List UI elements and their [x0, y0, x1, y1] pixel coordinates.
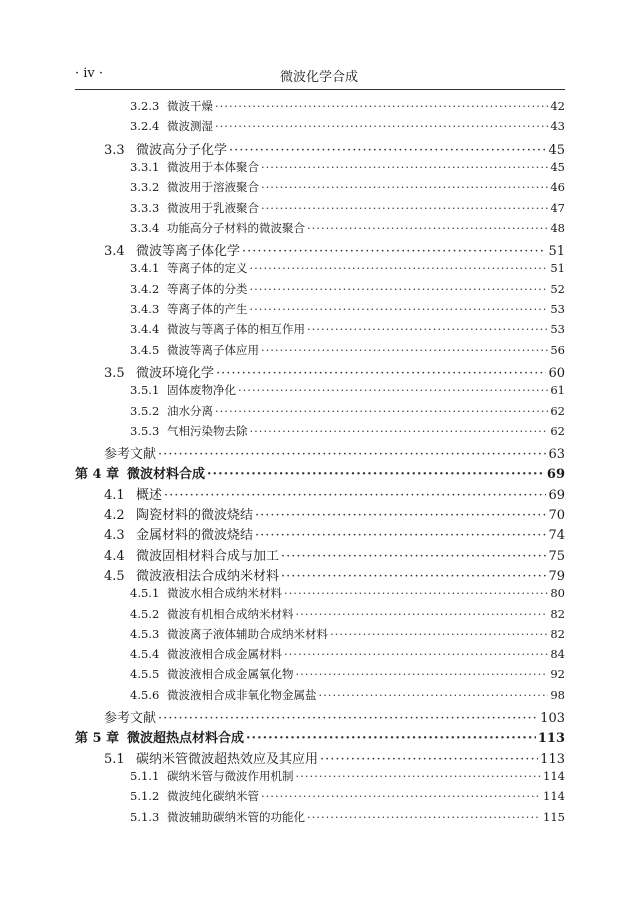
toc-entry[interactable]	[104, 443, 565, 463]
toc-entry-number: 5.1	[104, 751, 125, 767]
toc-entry[interactable]	[130, 809, 565, 829]
toc-entry-page: 51	[548, 244, 565, 260]
toc-entry-page: 82	[550, 606, 565, 621]
page-header	[0, 0, 638, 90]
toc-dot-leader	[215, 99, 548, 113]
toc-entry-number: 3.4.2	[130, 281, 160, 296]
toc-entry-title: 微波辅助碳纳米管的功能化	[167, 809, 305, 824]
toc-entry-page: 43	[550, 119, 565, 134]
toc-entry[interactable]	[130, 159, 565, 179]
toc-entry-number: 3.5	[104, 365, 125, 381]
toc-entry-page: 48	[550, 220, 565, 235]
toc-entry-number: 4.4	[104, 548, 125, 564]
toc-entry-title: 碳纳米管微波超热效应及其应用	[136, 751, 319, 767]
toc-dot-leader	[238, 383, 548, 397]
toc-entry[interactable]	[104, 504, 565, 524]
toc-entry-number: 3.3.3	[130, 200, 160, 215]
toc-entry-page: 46	[550, 180, 565, 195]
toc-entry-title: 等离子体的分类	[167, 281, 248, 296]
toc-entry-page: 113	[537, 731, 565, 747]
toc-entry[interactable]	[75, 463, 565, 483]
toc-dot-leader	[320, 752, 538, 767]
toc-dot-leader	[330, 627, 548, 641]
toc-entry-number: 3.3.4	[130, 220, 160, 235]
toc-entry-number: 3.4.5	[130, 342, 160, 357]
toc-entry-title: 概述	[136, 487, 163, 503]
toc-entry-title: 微波用于溶液聚合	[167, 180, 259, 195]
toc-dot-leader	[246, 731, 536, 746]
toc-entry[interactable]	[130, 666, 565, 686]
toc-entry-page: 53	[550, 322, 565, 337]
toc-entry-number: 3.3.2	[130, 180, 160, 195]
toc-entry[interactable]	[130, 687, 565, 707]
toc-entry-page: 75	[548, 548, 565, 564]
toc-entry-title: 等离子体的定义	[167, 261, 248, 276]
toc-entry[interactable]	[130, 423, 565, 443]
toc-entry-number: 5.1.1	[130, 768, 160, 783]
toc-entry-title: 参考文献	[104, 447, 157, 463]
toc-entry[interactable]	[130, 301, 565, 321]
toc-dot-leader	[215, 404, 548, 418]
toc-entry[interactable]	[130, 321, 565, 341]
toc-entry[interactable]	[104, 545, 565, 565]
toc-entry-title: 微波液相合成非氧化物金属盐	[167, 687, 317, 702]
toc-entry-title: 微波等离子体应用	[167, 342, 259, 357]
toc-entry[interactable]	[104, 524, 565, 544]
toc-entry-page: 52	[550, 281, 565, 296]
toc-entry-number: 3.4.4	[130, 322, 160, 337]
toc-dot-leader	[242, 244, 546, 259]
toc-entry[interactable]	[104, 240, 565, 260]
toc-entry-title: 微波用于本体聚合	[167, 159, 259, 174]
toc-entry-title: 微波等离子体化学	[136, 244, 241, 260]
toc-entry-title: 碳纳米管与微波作用机制	[167, 768, 294, 783]
toc-entry-page: 56	[550, 342, 565, 357]
toc-entry-number: 4.5.5	[130, 667, 160, 682]
toc-entry-number: 4.5	[104, 568, 125, 584]
toc-dot-leader	[284, 647, 548, 661]
toc-entry-title: 微波液相合成金属氧化物	[167, 667, 294, 682]
toc-dot-leader	[296, 607, 549, 621]
toc-entry-title: 陶瓷材料的微波烧结	[136, 508, 254, 523]
toc-entry-title: 固体废物净化	[167, 383, 236, 398]
toc-entry-page: 80	[550, 586, 565, 601]
toc-entry-page: 70	[548, 508, 565, 523]
toc-entry-page: 114	[543, 768, 565, 783]
toc-dot-leader	[229, 143, 546, 158]
toc-entry-number: 4.5.2	[130, 606, 160, 621]
toc-entry-page: 103	[540, 711, 565, 726]
toc-entry-page: 113	[540, 751, 565, 767]
toc-entry-title: 微波干燥	[167, 99, 213, 113]
toc-entry-title: 功能高分子材料的微波聚合	[167, 220, 305, 235]
toc-entry[interactable]	[104, 484, 565, 504]
toc-entry-page: 45	[548, 142, 565, 158]
toc-dot-leader	[250, 282, 549, 296]
toc-entry-number: 3.4.3	[130, 302, 160, 316]
toc-entry[interactable]	[130, 98, 565, 118]
toc-entry-page: 69	[548, 487, 565, 503]
toc-entry-number: 3.4.1	[130, 261, 160, 276]
toc-dot-leader	[281, 549, 546, 564]
toc-entry-number: 3.2.3	[130, 99, 160, 113]
toc-entry-title: 微波纯化碳纳米管	[167, 789, 259, 804]
toc-entry-number: 3.5.1	[130, 383, 160, 398]
toc-entry[interactable]	[130, 382, 565, 402]
toc-entry[interactable]	[130, 646, 565, 666]
toc-entry-title: 金属材料的微波烧结	[136, 528, 254, 544]
toc-entry-number: 4.1	[104, 487, 125, 503]
toc-dot-leader	[261, 789, 541, 803]
toc-entry[interactable]	[130, 220, 565, 240]
toc-dot-leader	[307, 322, 548, 336]
toc-entry-number: 3.5.3	[130, 423, 160, 438]
page-number: · iv ·	[75, 66, 104, 81]
toc-entry-title: 油水分离	[167, 403, 213, 418]
toc-entry-page: 62	[550, 403, 565, 418]
toc-entry-page: 82	[550, 626, 565, 641]
toc-entry-number: 第 4 章	[75, 467, 120, 483]
toc-dot-leader	[158, 447, 546, 462]
toc-entry-page: 98	[550, 687, 565, 702]
toc-entry-page: 84	[550, 647, 565, 662]
toc-dot-leader	[319, 688, 549, 702]
running-title: 微波化学合成	[279, 70, 358, 85]
toc-entry-page: 92	[550, 667, 565, 682]
toc-entry-number: 4.5.6	[130, 687, 160, 702]
toc-dot-leader	[250, 424, 549, 438]
toc-entry-title: 微波材料合成	[127, 467, 206, 483]
toc-entry-page: 51	[550, 261, 565, 276]
toc-dot-leader	[158, 711, 538, 726]
toc-entry[interactable]	[104, 139, 565, 159]
toc-entry[interactable]	[130, 585, 565, 605]
toc-entry-page: 74	[548, 528, 565, 544]
toc-entry[interactable]	[130, 118, 565, 138]
toc-entry[interactable]	[130, 179, 565, 199]
toc-entry-number: 4.5.3	[130, 626, 160, 641]
toc-entry-page: 62	[550, 423, 565, 438]
toc-dot-leader	[261, 180, 548, 194]
toc-entry-number: 4.5.1	[130, 586, 160, 601]
toc-entry[interactable]	[130, 281, 565, 301]
toc-entry[interactable]	[130, 260, 565, 280]
toc-entry-title: 微波环境化学	[136, 365, 215, 381]
toc-entry-number: 4.5.4	[130, 647, 160, 662]
toc-entry[interactable]	[130, 768, 565, 788]
toc-entry-page: 47	[550, 200, 565, 215]
toc-entry[interactable]	[75, 727, 565, 747]
toc-entry-title: 微波用于乳液聚合	[167, 200, 259, 215]
toc-entry-title: 微波离子液体辅助合成纳米材料	[167, 626, 328, 641]
toc-dot-leader	[250, 302, 549, 316]
toc-entry-number: 4.2	[104, 508, 125, 523]
toc-entry[interactable]	[130, 403, 565, 423]
toc-entry-title: 微波有机相合成纳米材料	[167, 606, 294, 621]
toc-dot-leader	[261, 201, 548, 215]
toc-entry[interactable]	[130, 200, 565, 220]
toc-entry-page: 42	[550, 99, 565, 113]
toc-entry-number: 3.5.2	[130, 403, 160, 418]
toc-entry[interactable]	[104, 565, 565, 585]
toc-entry-title: 微波固相材料合成与加工	[136, 548, 280, 564]
toc-dot-leader	[255, 508, 546, 523]
toc-dot-leader	[296, 667, 549, 681]
toc-entry-number: 3.3.1	[130, 159, 160, 174]
toc-dot-leader	[255, 528, 546, 543]
toc-entry-page: 114	[543, 789, 565, 804]
toc-dot-leader	[307, 221, 548, 235]
toc-entry-page: 45	[550, 159, 565, 174]
toc-entry-title: 微波超热点材料合成	[127, 731, 245, 747]
toc-dot-leader	[296, 769, 542, 783]
toc-entry-number: 3.3	[104, 142, 125, 158]
toc-entry[interactable]	[104, 707, 565, 727]
toc-entry-page: 60	[548, 365, 565, 381]
toc-entry[interactable]	[130, 606, 565, 626]
toc-dot-leader	[261, 160, 548, 174]
toc-entry[interactable]	[104, 748, 565, 768]
toc-entry-title: 微波水相合成纳米材料	[167, 586, 282, 601]
toc-entry-number: 5.1.2	[130, 789, 160, 804]
toc-entry-page: 79	[548, 568, 565, 584]
toc-entry-title: 等离子体的产生	[167, 302, 248, 316]
toc-entry[interactable]	[130, 342, 565, 362]
toc-entry[interactable]	[130, 788, 565, 808]
toc-entry-page: 115	[543, 809, 565, 824]
toc-entry-title: 气相污染物去除	[167, 423, 248, 438]
toc-entry-page: 53	[550, 302, 565, 316]
toc-entry-number: 4.3	[104, 528, 125, 544]
toc-entry-page: 69	[546, 467, 565, 483]
toc-dot-leader	[164, 488, 546, 503]
toc-entry-title: 参考文献	[104, 711, 157, 726]
toc-entry-title: 微波与等离子体的相互作用	[167, 322, 305, 337]
toc-entry-number: 3.2.4	[130, 119, 160, 134]
toc-dot-leader	[207, 467, 545, 482]
toc-entry-number: 5.1.3	[130, 809, 160, 824]
toc-dot-leader	[284, 586, 548, 600]
toc-dot-leader	[307, 810, 541, 824]
toc-entry-title: 微波液相合成金属材料	[167, 647, 282, 662]
header-rule	[75, 89, 565, 90]
toc-dot-leader	[281, 569, 546, 584]
toc-entry-number: 第 5 章	[75, 731, 120, 747]
toc-dot-leader	[261, 343, 548, 357]
toc-entry-number: 3.4	[104, 244, 125, 260]
toc-entry-page: 63	[548, 447, 565, 463]
toc-dot-leader	[215, 119, 548, 133]
toc-entry[interactable]	[130, 626, 565, 646]
toc-entry-page: 61	[550, 383, 565, 398]
toc-entry-title: 微波液相法合成纳米材料	[136, 568, 280, 584]
toc-dot-leader	[216, 366, 546, 381]
toc-entry-title: 微波高分子化学	[136, 142, 228, 158]
toc-entry[interactable]	[104, 362, 565, 382]
toc-dot-leader	[250, 261, 549, 275]
toc-entry-title: 微波测湿	[167, 119, 213, 134]
